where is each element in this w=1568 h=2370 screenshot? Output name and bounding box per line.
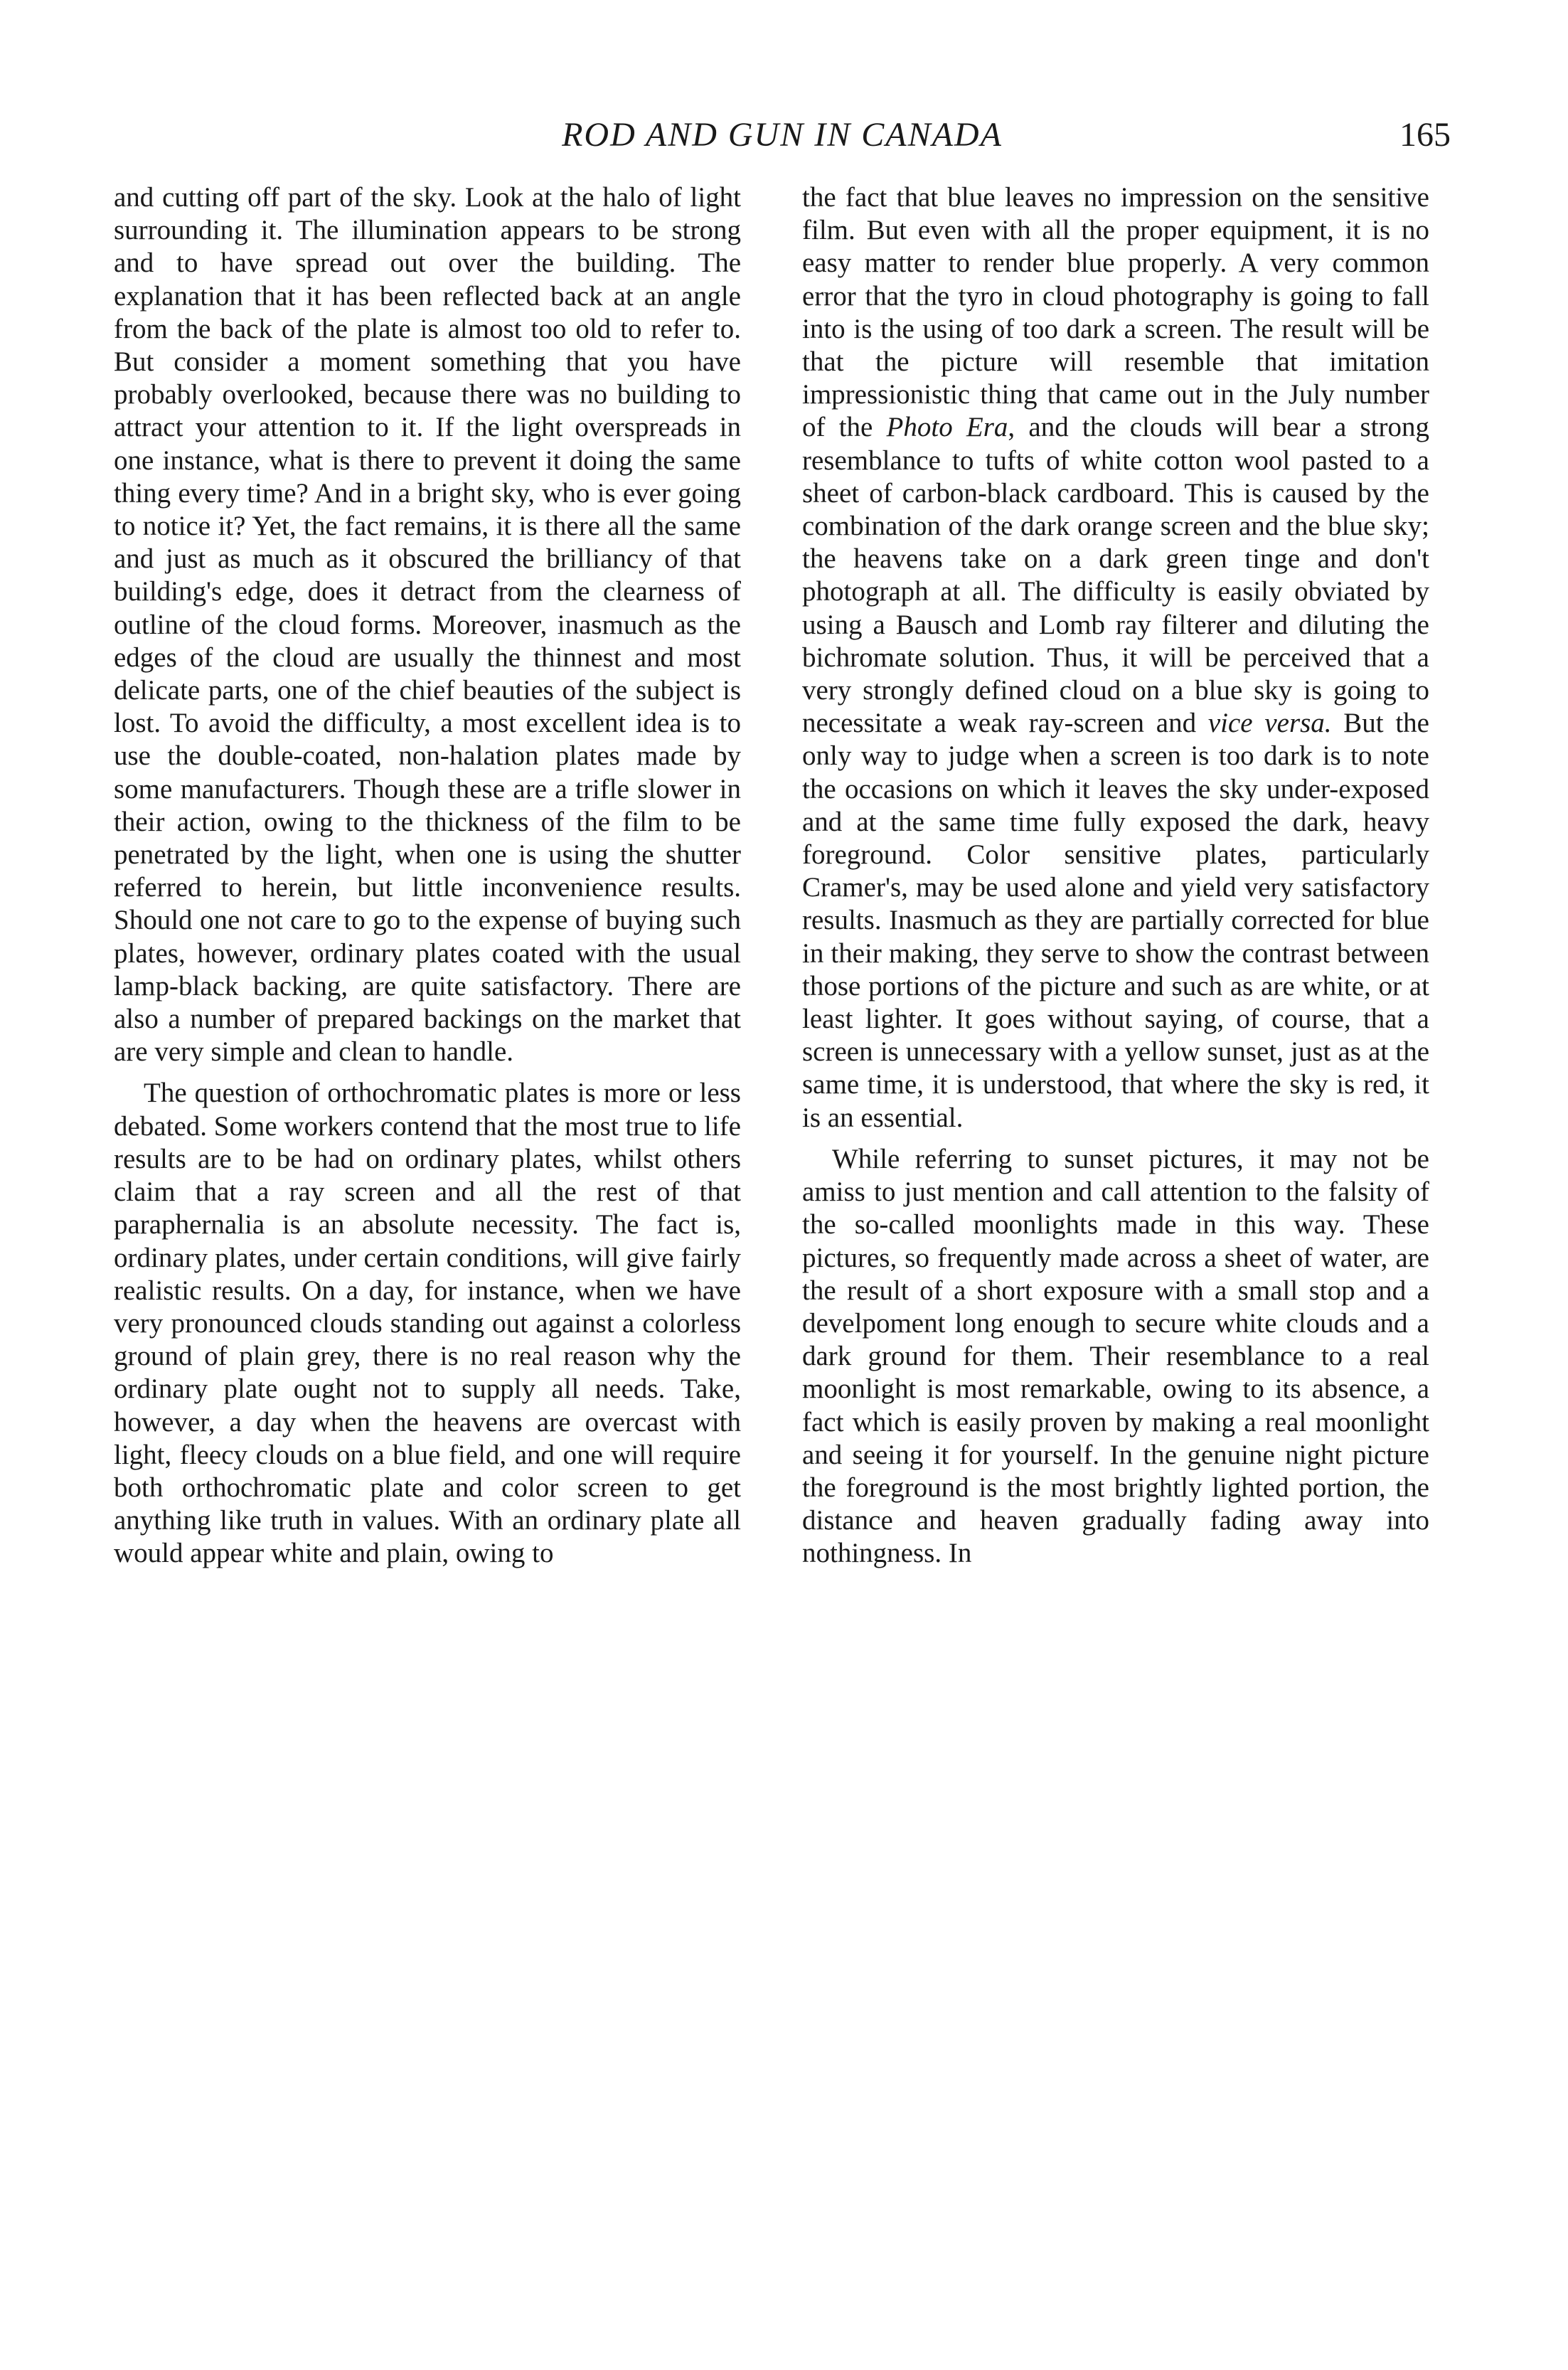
left-paragraph-2: The question of orthochromatic plates is more or less debated. Some workers contend that the most true to life results are to be had on ordinary plates, whilst others claim that a ray screen and all the rest of that paraphernalia is an absolute necessity. The fact is, ordinary plates, under certain conditions, will give fairly realistic results. On a day, for instance, when we have very pronounced clouds standing out against a colorless ground of plain grey, there is no real reason why the ordinary plate ought not to supply all needs. Take, however, a day when the heavens are overcast with light, fleecy clouds on a blue field, and one will require both orthochromatic plate and color screen to get anything like truth in values. With an ordinary plate all would appear white and plain, owing to (114, 1078, 741, 1569)
photo-era-title: Photo Era (886, 412, 1008, 443)
left-paragraph-1: and cutting off part of the sky. Look at the halo of light surrounding it. The illumination appears to be strong and to have spread out over the building. The explanation that it has been reflected back at an angle from the back of the plate is almost too old to refer to. But consider a moment something that you have probably overlooked, because there was no building to attract your attention to it. If the light overspreads in one instance, what is there to prevent it doing the same thing every time? And in a bright sky, who is ever going to notice it? Yet, the fact remains, it is there all the same and just as much as it obscured the brilliancy of that building's edge, does it detract from the clearness of outline of the cloud forms. Moreover, inasmuch as the edges of the cloud are usually the thinnest and most delicate parts, one of the chief beauties of the subject is lost. To avoid the difficulty, a most excellent idea is to use the double-coated, non-halation plates made by some manufacturers. Though these are a trifle slower in their action, owing to the thickness of the film to be penetrated by the light, when one is using the shutter referred to herein, but little inconvenience results. Should one not care to go to the expense of buying such plates, however, ordinary plates coated with the usual lamp-black backing, are quite satisfactory. There are also a number of prepared backings on the market that are very simple and clean to handle. (114, 182, 741, 1068)
running-head (114, 107, 1451, 164)
right-column (802, 181, 1429, 1571)
right-paragraph-1 (802, 181, 1429, 1134)
right-paragraph-2: While referring to sunset pictures, it may not be amiss to just mention and call attention to the falsity of the so-called moonlights made in this way. These pictures, so frequently made across a sheet of water, are the result of a short exposure with a small stop and a develpoment long enough to secure white clouds and a dark ground for them. Their resemblance to a real moonlight is most remarkable, owing to its absence, a fact which is easily proven by making a real moonlight and seeing it for yourself. In the genuine night picture the foreground is the most brightly lighted portion, the distance and heaven gradually fading away into nothingness. In (802, 1143, 1429, 1569)
vice-versa-phrase: vice versa. (1207, 708, 1332, 739)
right-paragraph-1-text-a: the fact that blue leaves no impression on the sensitive film. But even with all the proper equipment, it is no easy matter to render blue properly. A very common error that the tyro in cloud photography is going to fall into is the using of too dark a screen. The result will be that the picture will resemble that imitation impressionistic thing that came out in the July number of the (802, 182, 1429, 443)
running-title: ROD AND GUN IN CANADA (562, 116, 1003, 154)
page-number: 165 (1399, 116, 1451, 154)
right-paragraph-1-text-b: , and the clouds will bear a strong resemblance to tufts of white cotton wool pasted to a sheet of carbon-black cardboard. This is caused by the combination of the dark orange screen and the blue sky; the heavens take on a dark green tinge and don't photograph at all. The difficulty is easily obviated by using a Bausch and Lomb ray filterer and diluting the bichromate solution. Thus, it will be perceived that a very strongly defined cloud on a blue sky is going to necessitate a weak ray-screen and (802, 412, 1429, 739)
right-paragraph-1-text-c: But the only way to judge when a screen is too dark is to note the occasions on which it leaves the sky under-exposed and at the same time fully exposed the dark, heavy foreground. Color sensitive plates, particularly Cramer's, may be used alone and yield very satisfactory results. Inasmuch as they are partially corrected for blue in their making, they serve to show the contrast between those portions of the picture and such as are white, or at least lighter. It goes without saying, of course, that a screen is unnecessary with a yellow sunset, just as at the same time, it is understood, that where the sky is red, it is an essential. (802, 708, 1429, 1133)
left-column (114, 181, 741, 1571)
